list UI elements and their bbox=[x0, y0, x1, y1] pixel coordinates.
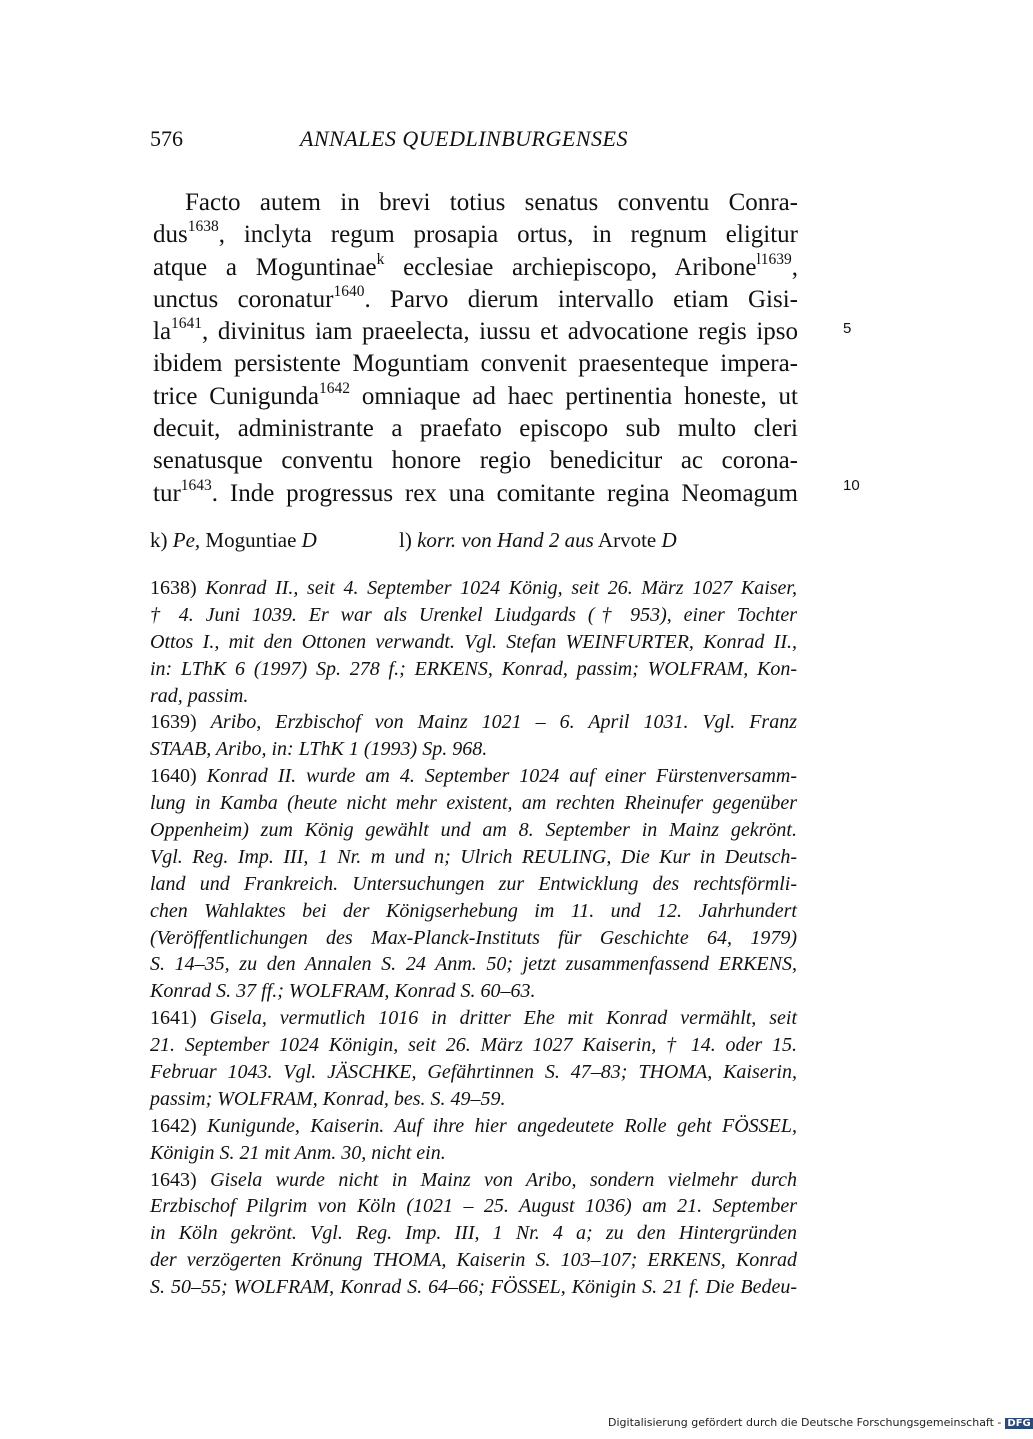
footnote-line: 1639) Aribo, Erzbischof von Mainz 1021 – 6. April 1031. Vgl. Franz bbox=[150, 711, 798, 734]
footnotes bbox=[150, 575, 797, 1301]
footnote-line: Erzbischof Pilgrim von Köln (1021 – 25. August 1036) am 21. September bbox=[150, 1195, 797, 1218]
text-line: decuit, administrante a praefato episcopo sub multo cleri bbox=[153, 415, 798, 443]
text-line: trice Cunigunda$^{1642}$ omniaque ad haec pertinentia honeste, ut bbox=[153, 379, 798, 410]
footnote-line: in: LThK 6 (1997) Sp. 278 f.; ERKENS, Konrad, passim; WOLFRAM, Kon- bbox=[150, 657, 797, 680]
footnote-line: Februar 1043. Vgl. JÄSCHKE, Gefährtinnen S. 47–83; THOMA, Kaiserin, bbox=[150, 1061, 797, 1084]
dfg-logo: DFG bbox=[1007, 1417, 1031, 1429]
apparatus-note-k: k) Pe, Moguntiae D bbox=[150, 528, 317, 552]
text-line: senatusque conventu honore regio benedicitur ac corona- bbox=[153, 447, 798, 475]
footnote-ref: 1638 bbox=[187, 218, 219, 236]
footnote-ref: 1643 bbox=[180, 476, 212, 494]
footnote-line: STAAB, Aribo, in: LThK 1 (1993) Sp. 968. bbox=[150, 738, 488, 761]
footnote-line: land und Frankreich. Untersuchungen zur Entwicklung des rechtsförmli- bbox=[150, 872, 797, 895]
footnote-line: S. 14–35, zu den Annalen S. 24 Anm. 50; jetzt zusammenfassend ERKENS, bbox=[150, 953, 797, 976]
text-line: tur$^{1643}$. Inde progressus rex una comitante regina Neomagum bbox=[153, 476, 798, 507]
text-line: Facto autem in brevi totius senatus conventu Conra- bbox=[185, 189, 798, 216]
text-line: unctus coronatur$^{1640}$. Parvo dierum intervallo etiam Gisi- bbox=[153, 283, 799, 313]
footnote-line: 1643) Gisela wurde nicht in Mainz von Aribo, sondern vielmehr durch bbox=[150, 1168, 797, 1191]
main-text bbox=[153, 187, 798, 510]
footnote-ref: 1640 bbox=[333, 283, 365, 301]
footnote-line: † 4. Juni 1039. Er war als Urenkel Liudgards († 953), einer Tochter bbox=[150, 603, 797, 626]
footnote-line: der verzögerten Krönung THOMA, Kaiserin S. 103–107; ERKENS, Konrad bbox=[150, 1249, 797, 1272]
footnote-line: (Veröffentlichungen des Max-Planck-Instituts für Geschichte 64, 1979) bbox=[150, 926, 797, 949]
credit-text: Digitalisierung gefördert durch die Deutsche Forschungsgemeinschaft - bbox=[608, 1416, 1002, 1429]
footnote-line: S. 50–55; WOLFRAM, Konrad S. 64–66; FÖSSEL, Königin S. 21 f. Die Bedeu- bbox=[150, 1276, 797, 1299]
footnote-line: 1640) Konrad II. wurde am 4. September 1024 auf einer Fürstenversamm- bbox=[150, 765, 798, 788]
digitization-credit bbox=[608, 1416, 1033, 1429]
text-line: atque a Moguntinae$^k$ ecclesiae archiepiscopo, Aribone$^{l1639}$, bbox=[153, 250, 798, 281]
footnote-ref: l1639 bbox=[756, 250, 792, 268]
apparatus-note-l: l) korr. von Hand 2 aus Arvote D bbox=[399, 528, 677, 552]
footnote-ref: 1642 bbox=[318, 379, 350, 397]
footnote-line: in Köln gekrönt. Vgl. Reg. Imp. III, 1 Nr. 4 a; zu den Hintergründen bbox=[150, 1222, 797, 1245]
line-number-5: 5 bbox=[843, 320, 852, 337]
footnote-line: lung in Kamba (heute nicht mehr existent, am rechten Rheinufer gegenüber bbox=[150, 792, 797, 815]
line-number-10: 10 bbox=[843, 477, 860, 494]
footnote-line: Königin S. 21 mit Anm. 30, nicht ein. bbox=[150, 1141, 446, 1164]
footnote-line: rad, passim. bbox=[150, 684, 249, 707]
footnote-line: Ottos I., mit den Ottonen verwandt. Vgl. Stefan WEINFURTER, Konrad II., bbox=[150, 630, 797, 653]
apparatus-ref: k bbox=[376, 250, 385, 268]
text-line: $la^{1641}$, divinitus iam praeelecta, iussu et advocatione regis ipso bbox=[153, 315, 798, 346]
footnote-ref: 1641 bbox=[171, 315, 203, 333]
footnote-line: Konrad S. 37 ff.; WOLFRAM, Konrad S. 60–63. bbox=[150, 980, 536, 1003]
footnote-line: 1641) Gisela, vermutlich 1016 in dritter Ehe mit Konrad vermählt, seit bbox=[150, 1007, 798, 1030]
page-number: 576 bbox=[150, 126, 183, 151]
text-line: dus$^{1638}$, inclyta regum prosapia ortus, in regnum eligitur bbox=[153, 218, 798, 249]
footnote-line: passim; WOLFRAM, Konrad, bes. S. 49–59. bbox=[150, 1087, 506, 1110]
footnote-line: 1638) Konrad II., seit 4. September 1024 König, seit 26. März 1027 Kaiser, bbox=[150, 577, 797, 599]
text-line: ibidem persistente Moguntiam convenit praesenteque impera- bbox=[153, 350, 798, 378]
footnote-line: 21. September 1024 Königin, seit 26. März 1027 Kaiserin, † 14. oder 15. bbox=[150, 1034, 797, 1057]
footnote-line: Oppenheim) zum König gewählt und am 8. September in Mainz gekrönt. bbox=[150, 819, 797, 842]
footnote-line: 1642) Kunigunde, Kaiserin. Auf ihre hier angedeutete Rolle geht FÖSSEL, bbox=[150, 1114, 797, 1137]
running-title: ANNALES QUEDLINBURGENSES bbox=[300, 126, 628, 151]
footnote-line: Vgl. Reg. Imp. III, 1 Nr. m und n; Ulrich REULING, Die Kur in Deutsch- bbox=[150, 845, 797, 868]
footnote-line: chen Wahlaktes bei der Königserhebung im 11. und 12. Jahrhundert bbox=[150, 899, 797, 922]
